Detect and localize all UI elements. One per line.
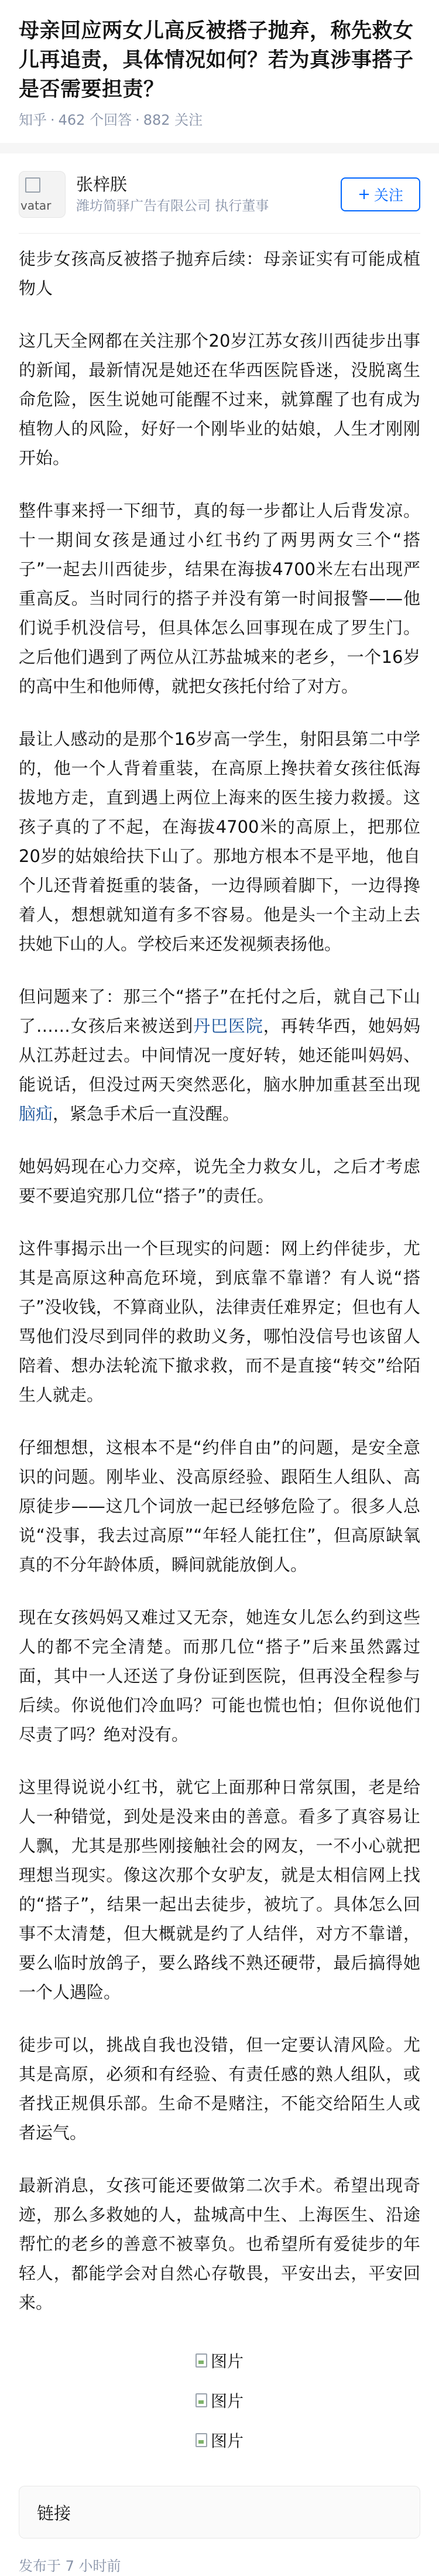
paragraph-with-links: [19, 982, 420, 1128]
source-label: 知乎: [19, 112, 47, 128]
paragraph: 仔细想想，这根本不是“约伴自由”的问题，是安全意识的问题。刚毕业、没高原经验、跟陌生人组队、高原徒步——这几个词放一起已经够危险了。很多人总说“没事，我去过高原”“年轻人能扛住”，但高原缺氧真的不分年龄体质，瞬间就能放倒人。: [19, 1438, 420, 1575]
paragraph: 最新消息，女孩可能还要做第二次手术。希望出现奇迹，那么多救她的人，盐城高中生、上海医生、沿途帮忙的老乡的善意不被辜负。也希望所有爱徒步的年轻人，都能学会对自然心存敬畏，平安出去，平安回来。: [19, 2175, 420, 2312]
answer-page: [0, 16, 439, 2576]
image-placeholder[interactable]: [19, 2420, 420, 2460]
follow-button[interactable]: [341, 177, 420, 211]
author-description: 潍坊简驿广告有限公司 执行董事: [76, 199, 269, 214]
author-info: [76, 173, 341, 216]
paragraph-text: ，紧急手术后一直没醒。: [53, 1104, 240, 1124]
image-list: [19, 2341, 420, 2460]
image-icon: [196, 2433, 207, 2447]
question-meta: 知乎 · 462 个回答 · 882 关注: [19, 112, 203, 128]
link-naoshan[interactable]: 脑疝: [19, 1104, 53, 1124]
author-name[interactable]: 张梓朕: [76, 175, 128, 194]
follower-count: 882 关注: [143, 112, 203, 128]
paragraph: 这里得说说小红书，就它上面那种日常氛围，老是给人一种错觉，到处是没来由的善意。看多了真容易让人飘，尤其是那些刚接触社会的网友，一不小心就把理想当现实。像这次那个女驴友，就是太相信网上找的“搭子”，结果一起出去徒步，被坑了。具体怎么回事不太清楚，但大概就是约了人结伴，对方不靠谱，要么临时放鸽子，要么路线不熟还硬带，最后搞得她一个人遇险。: [19, 1777, 420, 2002]
section-divider: [0, 143, 439, 153]
paragraph: 徒步可以，挑战自我也没错，但一定要认清风险。尤其是高原，必须和有经验、有责任感的熟人组队，或者找正规俱乐部。生命不是赌注，不能交给陌生人或者运气。: [19, 2035, 420, 2143]
question-title[interactable]: 母亲回应两女儿高反被搭子抛弃，称先救女儿再追责，具体情况如何？若为真涉事搭子是否需要担责？: [19, 19, 414, 101]
paragraph-text: 但问题来了：那三个“搭子”在托付之后，就自己下山了……女孩后来被送到: [19, 987, 420, 1036]
image-alt-text: 图片: [210, 2392, 243, 2411]
image-icon: [196, 2393, 207, 2407]
link-card-label: 链接: [37, 2503, 71, 2523]
paragraph: 整件事来捋一下细节，真的每一步都让人后背发凉。十一期间女孩是通过小红书约了两男两女三个“搭子”一起去川西徒步，结果在海拔4700米左右出现严重高反。当时同行的搭子并没有第一时间报警——他们说手机没信号，但具体怎么回事现在成了罗生门。之后他们遇到了两位从江苏盐城来的老乡，一个16岁的高中生和他师傅，就把女孩托付给了对方。: [19, 501, 420, 696]
paragraph: 她妈妈现在心力交瘁，说先全力救女儿，之后才考虑要不要追究那几位“搭子”的责任。: [19, 1157, 420, 1206]
link-card[interactable]: [19, 2486, 420, 2539]
answer-content: [19, 234, 420, 2576]
image-icon: [196, 2353, 207, 2368]
avatar[interactable]: [19, 171, 66, 218]
plus-icon: +: [358, 186, 371, 203]
paragraph-text: ，再转华西，她妈妈从江苏赶过去。中间情况一度好转，她还能叫妈妈、能说话，但没过两天突然恶化，脑水肿加重甚至出现: [19, 1016, 420, 1094]
posted-time: 发布于 7 小时前: [19, 2558, 121, 2574]
image-placeholder[interactable]: [19, 2341, 420, 2380]
image-placeholder[interactable]: [19, 2380, 420, 2420]
paragraph: 徒步女孩高反被搭子抛弃后续：母亲证实有可能成植物人: [19, 249, 420, 298]
avatar-alt-text: vatar: [20, 199, 52, 213]
author-bar: [19, 153, 420, 234]
answer-count: 462 个回答: [58, 112, 132, 128]
paragraph: 这几天全网都在关注那个20岁江苏女孩川西徒步出事的新闻，最新情况是她还在华西医院昏迷，没脱离生命危险，医生说她可能醒不过来，就算醒了也有成为植物人的风险，好好一个刚毕业的姑娘，人生才刚刚开始。: [19, 331, 420, 468]
link-danba-hospital[interactable]: 丹巴医院: [193, 1016, 263, 1036]
paragraph: 这件事揭示出一个巨现实的问题：网上约伴徒步，尤其是高原这种高危环境，到底靠不靠谱？有人说“搭子”没收钱，不算商业队，法律责任难界定；但也有人骂他们没尽到同伴的救助义务，哪怕没信号也该留人陪着、想办法轮流下撤求救，而不是直接“转交”给陌生人就走。: [19, 1239, 420, 1405]
image-alt-text: 图片: [210, 2352, 243, 2371]
paragraph: 最让人感动的是那个16岁高一学生，射阳县第二中学的，他一个人背着重装，在高原上搀扶着女孩往低海拔地方走，直到遇上两位上海来的医生接力救援。这孩子真的了不起，在海拔4700米的高原上，把那位20岁的姑娘给扶下山了。那地方根本不是平地，他自个儿还背着挺重的装备，一边得顾着脚下，一边得搀着人，想想就知道有多不容易。他是头一个主动上去扶她下山的人。学校后来还发视频表扬他。: [19, 729, 420, 954]
image-alt-text: 图片: [210, 2431, 243, 2451]
follow-label: 关注: [373, 187, 403, 204]
paragraph: 现在女孩妈妈又难过又无奈，她连女儿怎么约到这些人的都不完全清楚。而那几位“搭子”后来虽然露过面，其中一人还送了身份证到医院，但再没全程参与后续。你说他们冷血吗？可能也慌也怕；但你说他们尽责了吗？绝对没有。: [19, 1607, 420, 1744]
broken-image-icon: [25, 177, 40, 193]
